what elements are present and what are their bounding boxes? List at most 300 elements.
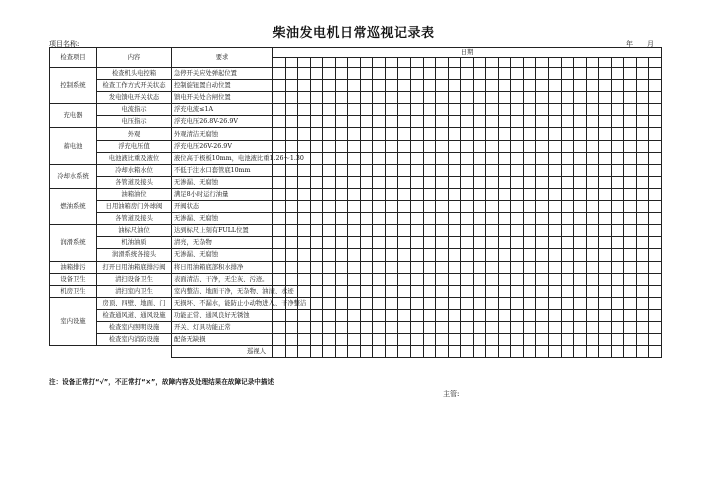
check-cell[interactable] [310,164,323,176]
check-cell[interactable] [373,237,386,249]
check-cell[interactable] [586,237,599,249]
check-cell[interactable] [549,249,562,261]
check-cell[interactable] [461,104,474,116]
check-cell[interactable] [624,201,637,213]
check-cell[interactable] [486,68,499,80]
check-cell[interactable] [273,80,286,92]
check-cell[interactable] [549,152,562,164]
check-cell[interactable] [611,321,624,333]
check-cell[interactable] [398,225,411,237]
check-cell[interactable] [360,225,373,237]
check-cell[interactable] [323,176,336,188]
check-cell[interactable] [586,128,599,140]
check-cell[interactable] [599,128,612,140]
check-cell[interactable] [360,140,373,152]
check-cell[interactable] [523,128,536,140]
check-cell[interactable] [649,128,662,140]
inspector-signature-cell[interactable] [649,346,662,358]
check-cell[interactable] [611,128,624,140]
check-cell[interactable] [636,249,649,261]
check-cell[interactable] [574,164,587,176]
check-cell[interactable] [310,116,323,128]
check-cell[interactable] [523,237,536,249]
check-cell[interactable] [473,140,486,152]
check-cell[interactable] [636,164,649,176]
check-cell[interactable] [448,140,461,152]
check-cell[interactable] [398,116,411,128]
check-cell[interactable] [624,152,637,164]
check-cell[interactable] [561,104,574,116]
check-cell[interactable] [398,261,411,273]
check-cell[interactable] [486,92,499,104]
check-cell[interactable] [273,92,286,104]
check-cell[interactable] [561,116,574,128]
check-cell[interactable] [423,188,436,200]
inspector-signature-cell[interactable] [398,346,411,358]
check-cell[interactable] [436,68,449,80]
check-cell[interactable] [436,273,449,285]
check-cell[interactable] [611,249,624,261]
check-cell[interactable] [348,249,361,261]
check-cell[interactable] [574,140,587,152]
check-cell[interactable] [536,249,549,261]
check-cell[interactable] [360,285,373,297]
check-cell[interactable] [536,176,549,188]
check-cell[interactable] [323,80,336,92]
check-cell[interactable] [523,116,536,128]
check-cell[interactable] [599,321,612,333]
check-cell[interactable] [436,213,449,225]
check-cell[interactable] [298,128,311,140]
check-cell[interactable] [348,273,361,285]
check-cell[interactable] [448,213,461,225]
check-cell[interactable] [348,237,361,249]
check-cell[interactable] [649,176,662,188]
inspector-signature-cell[interactable] [348,346,361,358]
check-cell[interactable] [373,334,386,346]
check-cell[interactable] [385,92,398,104]
check-cell[interactable] [335,164,348,176]
check-cell[interactable] [561,201,574,213]
check-cell[interactable] [549,116,562,128]
check-cell[interactable] [348,68,361,80]
check-cell[interactable] [310,273,323,285]
check-cell[interactable] [649,92,662,104]
check-cell[interactable] [636,237,649,249]
check-cell[interactable] [385,213,398,225]
check-cell[interactable] [423,321,436,333]
check-cell[interactable] [335,80,348,92]
check-cell[interactable] [335,334,348,346]
check-cell[interactable] [323,213,336,225]
check-cell[interactable] [624,297,637,309]
check-cell[interactable] [423,249,436,261]
check-cell[interactable] [323,334,336,346]
check-cell[interactable] [611,140,624,152]
check-cell[interactable] [273,213,286,225]
check-cell[interactable] [310,321,323,333]
check-cell[interactable] [473,188,486,200]
check-cell[interactable] [586,249,599,261]
check-cell[interactable] [599,225,612,237]
check-cell[interactable] [398,104,411,116]
check-cell[interactable] [436,201,449,213]
check-cell[interactable] [348,128,361,140]
check-cell[interactable] [523,164,536,176]
check-cell[interactable] [624,68,637,80]
check-cell[interactable] [486,80,499,92]
check-cell[interactable] [373,285,386,297]
check-cell[interactable] [586,334,599,346]
check-cell[interactable] [285,92,298,104]
check-cell[interactable] [523,68,536,80]
check-cell[interactable] [473,80,486,92]
check-cell[interactable] [448,68,461,80]
check-cell[interactable] [523,152,536,164]
check-cell[interactable] [473,176,486,188]
check-cell[interactable] [574,176,587,188]
check-cell[interactable] [348,176,361,188]
check-cell[interactable] [561,334,574,346]
check-cell[interactable] [636,92,649,104]
check-cell[interactable] [636,213,649,225]
check-cell[interactable] [574,273,587,285]
check-cell[interactable] [498,104,511,116]
check-cell[interactable] [323,309,336,321]
check-cell[interactable] [611,285,624,297]
check-cell[interactable] [298,334,311,346]
check-cell[interactable] [423,92,436,104]
check-cell[interactable] [473,92,486,104]
check-cell[interactable] [298,225,311,237]
check-cell[interactable] [574,68,587,80]
check-cell[interactable] [360,176,373,188]
check-cell[interactable] [461,309,474,321]
check-cell[interactable] [273,68,286,80]
check-cell[interactable] [423,152,436,164]
check-cell[interactable] [398,273,411,285]
check-cell[interactable] [348,213,361,225]
check-cell[interactable] [310,92,323,104]
check-cell[interactable] [310,201,323,213]
check-cell[interactable] [398,68,411,80]
inspector-signature-cell[interactable] [473,346,486,358]
check-cell[interactable] [411,80,424,92]
check-cell[interactable] [273,140,286,152]
check-cell[interactable] [561,297,574,309]
check-cell[interactable] [586,92,599,104]
check-cell[interactable] [473,297,486,309]
check-cell[interactable] [436,92,449,104]
check-cell[interactable] [649,116,662,128]
check-cell[interactable] [411,104,424,116]
check-cell[interactable] [360,213,373,225]
check-cell[interactable] [273,321,286,333]
check-cell[interactable] [511,321,524,333]
check-cell[interactable] [385,334,398,346]
check-cell[interactable] [298,80,311,92]
check-cell[interactable] [624,273,637,285]
check-cell[interactable] [423,297,436,309]
check-cell[interactable] [523,80,536,92]
check-cell[interactable] [398,92,411,104]
check-cell[interactable] [323,225,336,237]
check-cell[interactable] [561,225,574,237]
check-cell[interactable] [448,261,461,273]
check-cell[interactable] [498,334,511,346]
check-cell[interactable] [624,188,637,200]
check-cell[interactable] [498,225,511,237]
check-cell[interactable] [298,92,311,104]
check-cell[interactable] [611,104,624,116]
inspector-signature-cell[interactable] [561,346,574,358]
check-cell[interactable] [586,140,599,152]
check-cell[interactable] [636,140,649,152]
check-cell[interactable] [335,176,348,188]
check-cell[interactable] [549,285,562,297]
check-cell[interactable] [624,128,637,140]
check-cell[interactable] [624,116,637,128]
check-cell[interactable] [574,128,587,140]
check-cell[interactable] [549,213,562,225]
check-cell[interactable] [285,237,298,249]
check-cell[interactable] [473,164,486,176]
check-cell[interactable] [385,225,398,237]
check-cell[interactable] [649,188,662,200]
check-cell[interactable] [511,285,524,297]
check-cell[interactable] [574,152,587,164]
check-cell[interactable] [335,201,348,213]
check-cell[interactable] [649,249,662,261]
check-cell[interactable] [536,237,549,249]
check-cell[interactable] [549,297,562,309]
check-cell[interactable] [436,152,449,164]
check-cell[interactable] [348,152,361,164]
check-cell[interactable] [649,68,662,80]
check-cell[interactable] [448,225,461,237]
check-cell[interactable] [636,152,649,164]
check-cell[interactable] [323,116,336,128]
check-cell[interactable] [273,334,286,346]
check-cell[interactable] [536,309,549,321]
check-cell[interactable] [398,297,411,309]
check-cell[interactable] [436,249,449,261]
check-cell[interactable] [523,213,536,225]
check-cell[interactable] [335,273,348,285]
check-cell[interactable] [511,164,524,176]
check-cell[interactable] [561,188,574,200]
check-cell[interactable] [523,225,536,237]
check-cell[interactable] [385,237,398,249]
inspector-signature-cell[interactable] [574,346,587,358]
check-cell[interactable] [649,261,662,273]
check-cell[interactable] [649,201,662,213]
check-cell[interactable] [348,321,361,333]
check-cell[interactable] [636,128,649,140]
check-cell[interactable] [611,213,624,225]
check-cell[interactable] [574,334,587,346]
check-cell[interactable] [486,285,499,297]
check-cell[interactable] [574,116,587,128]
check-cell[interactable] [549,176,562,188]
check-cell[interactable] [423,285,436,297]
check-cell[interactable] [599,188,612,200]
check-cell[interactable] [411,92,424,104]
inspector-signature-cell[interactable] [448,346,461,358]
check-cell[interactable] [561,237,574,249]
check-cell[interactable] [486,273,499,285]
check-cell[interactable] [360,116,373,128]
check-cell[interactable] [461,116,474,128]
check-cell[interactable] [611,297,624,309]
check-cell[interactable] [599,201,612,213]
check-cell[interactable] [611,80,624,92]
check-cell[interactable] [561,249,574,261]
inspector-signature-cell[interactable] [461,346,474,358]
check-cell[interactable] [373,273,386,285]
check-cell[interactable] [448,201,461,213]
check-cell[interactable] [423,176,436,188]
check-cell[interactable] [298,116,311,128]
check-cell[interactable] [624,176,637,188]
inspector-signature-cell[interactable] [511,346,524,358]
check-cell[interactable] [536,92,549,104]
check-cell[interactable] [373,225,386,237]
check-cell[interactable] [448,249,461,261]
check-cell[interactable] [285,249,298,261]
inspector-signature-cell[interactable] [586,346,599,358]
check-cell[interactable] [385,164,398,176]
check-cell[interactable] [523,334,536,346]
check-cell[interactable] [273,188,286,200]
check-cell[interactable] [335,309,348,321]
check-cell[interactable] [498,92,511,104]
check-cell[interactable] [549,140,562,152]
check-cell[interactable] [486,128,499,140]
check-cell[interactable] [423,104,436,116]
check-cell[interactable] [335,92,348,104]
check-cell[interactable] [473,68,486,80]
check-cell[interactable] [298,309,311,321]
check-cell[interactable] [448,80,461,92]
check-cell[interactable] [360,188,373,200]
check-cell[interactable] [273,128,286,140]
check-cell[interactable] [423,334,436,346]
check-cell[interactable] [448,321,461,333]
check-cell[interactable] [611,261,624,273]
check-cell[interactable] [649,321,662,333]
check-cell[interactable] [411,213,424,225]
inspector-signature-cell[interactable] [599,346,612,358]
check-cell[interactable] [335,104,348,116]
check-cell[interactable] [586,321,599,333]
check-cell[interactable] [335,213,348,225]
check-cell[interactable] [636,334,649,346]
check-cell[interactable] [473,128,486,140]
check-cell[interactable] [348,80,361,92]
check-cell[interactable] [574,237,587,249]
check-cell[interactable] [624,309,637,321]
check-cell[interactable] [448,273,461,285]
check-cell[interactable] [511,152,524,164]
check-cell[interactable] [323,237,336,249]
check-cell[interactable] [511,309,524,321]
check-cell[interactable] [561,128,574,140]
check-cell[interactable] [624,92,637,104]
check-cell[interactable] [461,297,474,309]
check-cell[interactable] [523,92,536,104]
check-cell[interactable] [511,249,524,261]
check-cell[interactable] [536,321,549,333]
check-cell[interactable] [599,249,612,261]
check-cell[interactable] [398,237,411,249]
check-cell[interactable] [561,80,574,92]
check-cell[interactable] [348,140,361,152]
check-cell[interactable] [599,309,612,321]
check-cell[interactable] [473,334,486,346]
check-cell[interactable] [611,201,624,213]
check-cell[interactable] [348,201,361,213]
check-cell[interactable] [611,237,624,249]
check-cell[interactable] [536,128,549,140]
check-cell[interactable] [373,68,386,80]
check-cell[interactable] [561,164,574,176]
check-cell[interactable] [549,309,562,321]
check-cell[interactable] [461,140,474,152]
inspector-signature-cell[interactable] [536,346,549,358]
check-cell[interactable] [461,80,474,92]
check-cell[interactable] [586,116,599,128]
check-cell[interactable] [298,140,311,152]
check-cell[interactable] [310,225,323,237]
check-cell[interactable] [398,309,411,321]
inspector-signature-cell[interactable] [411,346,424,358]
check-cell[interactable] [486,201,499,213]
check-cell[interactable] [373,201,386,213]
check-cell[interactable] [549,68,562,80]
check-cell[interactable] [398,152,411,164]
check-cell[interactable] [586,297,599,309]
check-cell[interactable] [273,225,286,237]
check-cell[interactable] [310,188,323,200]
check-cell[interactable] [561,285,574,297]
check-cell[interactable] [298,188,311,200]
check-cell[interactable] [498,237,511,249]
check-cell[interactable] [310,297,323,309]
check-cell[interactable] [373,92,386,104]
check-cell[interactable] [611,176,624,188]
check-cell[interactable] [561,68,574,80]
check-cell[interactable] [599,152,612,164]
check-cell[interactable] [285,201,298,213]
check-cell[interactable] [536,285,549,297]
check-cell[interactable] [411,273,424,285]
check-cell[interactable] [536,140,549,152]
check-cell[interactable] [461,225,474,237]
check-cell[interactable] [473,104,486,116]
check-cell[interactable] [549,128,562,140]
check-cell[interactable] [323,68,336,80]
check-cell[interactable] [398,188,411,200]
check-cell[interactable] [398,334,411,346]
check-cell[interactable] [574,201,587,213]
check-cell[interactable] [411,321,424,333]
check-cell[interactable] [586,68,599,80]
check-cell[interactable] [486,225,499,237]
check-cell[interactable] [549,261,562,273]
check-cell[interactable] [624,249,637,261]
check-cell[interactable] [310,261,323,273]
